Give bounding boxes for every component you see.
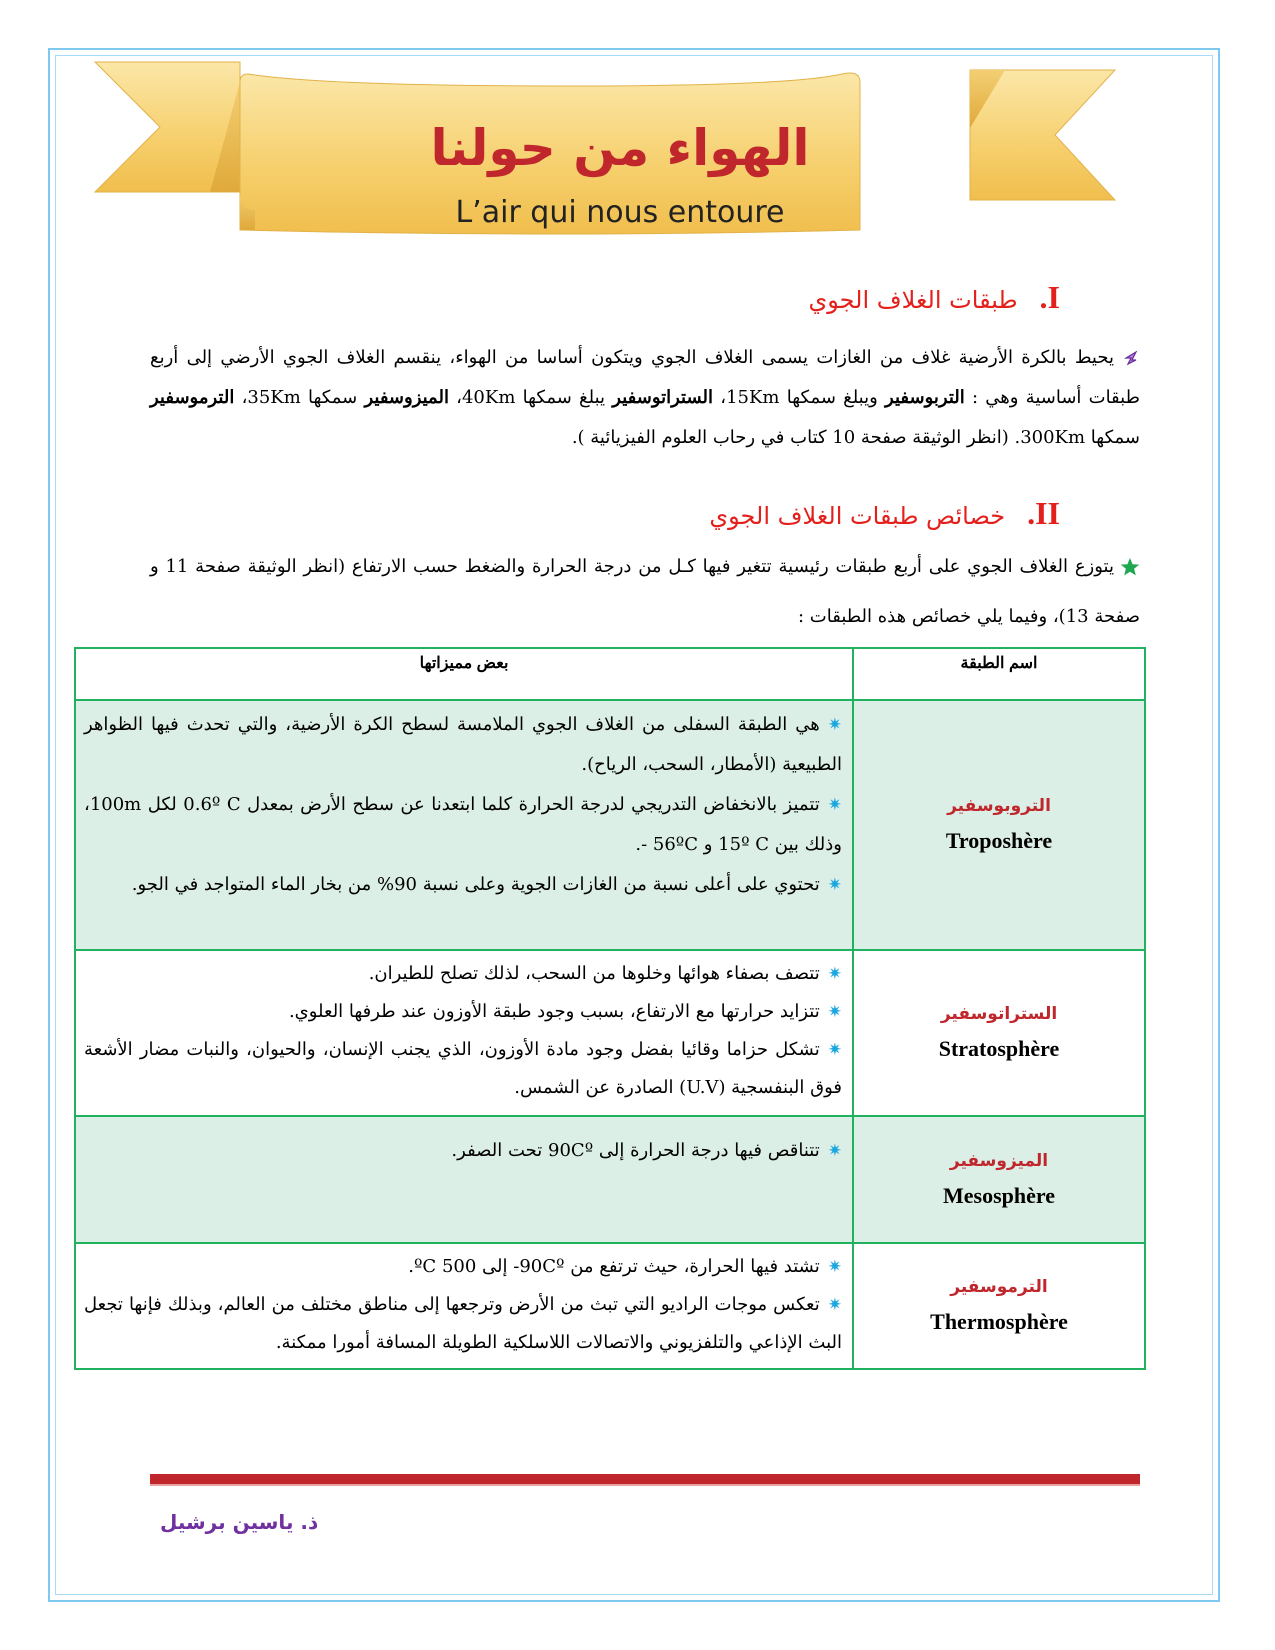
layer-name-french: Stratosphère <box>938 1036 1060 1061</box>
layer-name-cell <box>853 1116 1145 1243</box>
page-title-french: L’air qui nous entoure <box>455 195 785 230</box>
layer-features-cell <box>75 700 853 950</box>
layer-name-cell <box>853 1243 1145 1369</box>
list-item: ✷تتصف بصفاء هوائها وخلوها من السحب، لذلك تصلح للطيران. <box>368 963 842 984</box>
layer-name-arabic: التروبوسفير <box>947 796 1051 816</box>
layer-name-arabic: الستراتوسفير <box>940 1004 1058 1024</box>
section-1-paragraph: يحيط بالكرة الأرضية غلاف من الغازات يسمى الغلاف الجوي ويتكون أساسا من الهواء، ينقسم الغلاف الجوي الأرضي إلى أربع طبقات أساسية وهي : التربوسفير ويبلغ سمكها 15Km، الستراتوسفير يبلغ سمكها 40Km، الميزوسفير سمكها 35Km، الترموسفير سمكها 300Km. (انظر الوثيقة صفحة 10 كتاب في رحاب العلوم الفيزيائية ). <box>150 347 1140 448</box>
layer-features-cell <box>75 950 853 1116</box>
list-item: ✷تشتد فيها الحرارة، حيث ترتفع من 90Cº- إلى 500 ºC. <box>408 1256 842 1277</box>
hand-pointer-icon <box>1120 348 1140 368</box>
section-2-intro: يتوزع الغلاف الجوي على أربع طبقات رئيسية تتغير فيها كـل من درجة الحرارة والضغط حسب الارتفاع (انظر الوثيقة صفحة 11 و صفحة 13)، وفيما يلي خصائص هذه الطبقات : <box>150 556 1140 627</box>
layer-name-french: Troposhère <box>945 828 1053 853</box>
bullet-star-icon: ✷ <box>827 964 842 984</box>
layer-name-french: Mesosphère <box>942 1182 1056 1208</box>
list-item: ✷تعكس موجات الراديو التي تبث من الأرض وترجعها إلى مناطق مختلف من العالم، وبذلك فإنها تجعل البث الإذاعي والتلفزيوني والاتصالات اللاسلكية الطويلة المسافة أمورا ممكنة. <box>84 1294 842 1353</box>
layer-name-cell <box>853 700 1145 950</box>
layer-features-cell <box>75 1243 853 1369</box>
list-item: ✷تحتوي على أعلى نسبة من الغازات الجوية وعلى نسبة 90% من بخار الماء المتواجد في الجو. <box>131 874 842 895</box>
layer-name-cell <box>853 950 1145 1116</box>
section-2-number: II. <box>1027 495 1060 531</box>
header-features: بعض مميزاتها <box>75 648 853 700</box>
list-item: ✷تتزايد حرارتها مع الارتفاع، بسبب وجود طبقة الأوزون عند طرفها العلوي. <box>288 1001 842 1022</box>
title-banner <box>90 60 1180 260</box>
list-item: ✷تتميز بالانخفاض التدريجي لدرجة الحرارة كلما ابتعدنا عن سطح الأرض بمعدل 0.6º C لكل 100m، وذلك بين 15º C و 56ºC -. <box>84 794 843 855</box>
atmosphere-layers-table <box>74 647 1146 1370</box>
table-row <box>75 700 1145 950</box>
table-row <box>75 1243 1145 1369</box>
table-row <box>75 950 1145 1116</box>
layer-name-arabic: الترموسفير <box>950 1277 1048 1297</box>
list-item: ✷هي الطبقة السفلى من الغلاف الجوي الملامسة لسطح الكرة الأرضية، والتي تحدث فيها الظواهر الطبيعية (الأمطار، السحب، الرياح). <box>84 714 842 775</box>
layer-features-cell <box>75 1116 853 1243</box>
header-layer-name: اسم الطبقة <box>853 648 1145 700</box>
author-signature: ذ. ياسين برشيل <box>160 1510 319 1534</box>
footer-divider <box>150 1474 1140 1484</box>
page-title-arabic: الهواء من حولنا <box>430 119 810 177</box>
bullet-star-icon: ✷ <box>827 715 842 735</box>
bullet-star-icon: ✷ <box>827 1141 842 1161</box>
list-item: ✷تشكل حزاما وقائيا بفضل وجود مادة الأوزون، الذي يجنب الإنسان، والحيوان، والنبات مضار الأشعة فوق البنفسجية (U.V) الصادرة عن الشمس. <box>84 1039 842 1098</box>
section-2-title: خصائص طبقات الغلاف الجوي <box>709 502 1006 530</box>
bullet-star-icon: ✷ <box>827 875 842 895</box>
star-icon <box>1120 557 1140 577</box>
bullet-star-icon: ✷ <box>827 1295 842 1315</box>
bullet-star-icon: ✷ <box>827 1257 842 1277</box>
layer-name-french: Thermosphère <box>930 1309 1068 1334</box>
bullet-star-icon: ✷ <box>827 1002 842 1022</box>
layer-name-arabic: الميزوسفير <box>949 1150 1049 1171</box>
section-1-number: I. <box>1039 279 1060 315</box>
bullet-star-icon: ✷ <box>827 795 843 815</box>
bullet-star-icon: ✷ <box>827 1040 842 1060</box>
section-2-heading <box>709 495 1060 532</box>
table-row <box>75 1116 1145 1243</box>
section-1-title: طبقات الغلاف الجوي <box>808 286 1018 314</box>
list-item: ✷تتناقص فيها درجة الحرارة إلى 90Cº تحت الصفر. <box>451 1140 842 1161</box>
table-header-row <box>75 648 1145 700</box>
section-1-heading <box>808 279 1060 316</box>
